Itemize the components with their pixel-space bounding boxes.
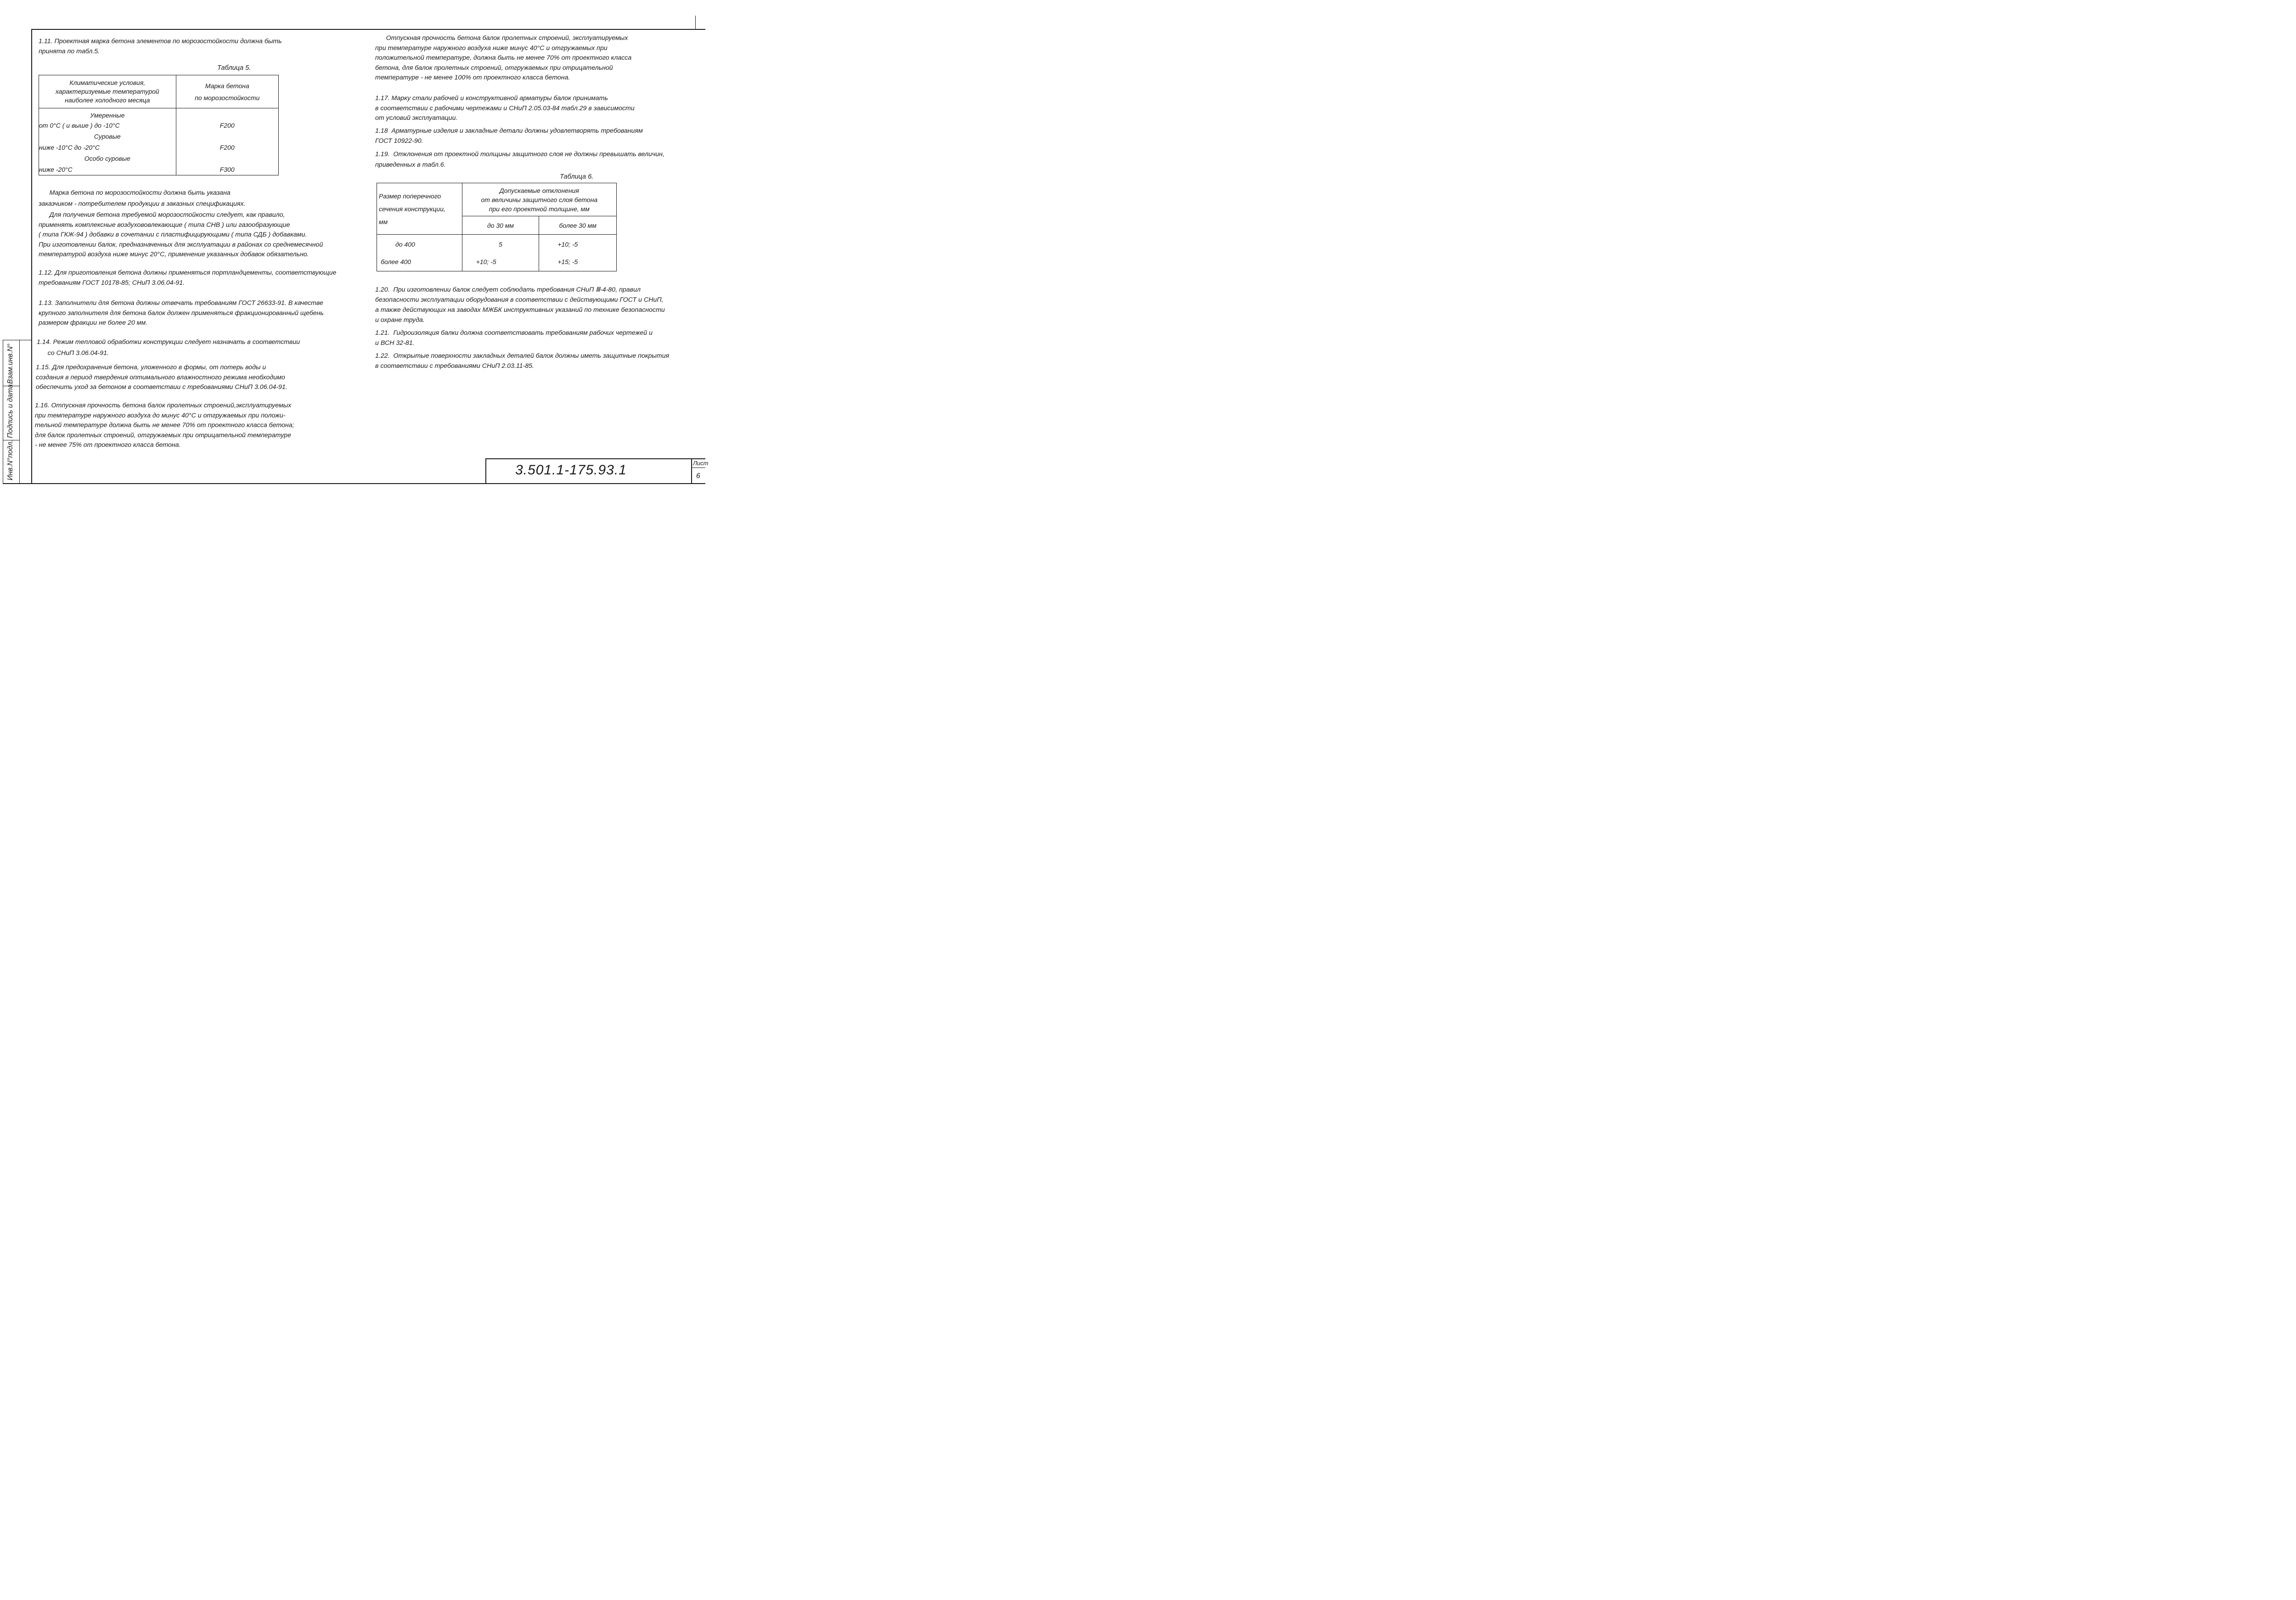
frame-top-line	[31, 29, 705, 30]
table5-group-1: Умеренные	[90, 112, 125, 119]
paragraph-otpusk: Отпускная прочность бетона балок пролетных строений, эксплуатируемых при температуре наружного воздуха ниже минус 40°С и отгружаемых при положительной температуре, должна быть не менее 70% от проектного класса бетона, для балок пролетных строений, отгружаемых при отрицательной температуре - не менее 100% от проектного класса бетона.	[375, 34, 632, 81]
table-5	[39, 75, 279, 175]
sheet-code: 3.501.1-175.93.1	[515, 462, 627, 478]
paragraph-1-17: 1.17. Марку стали рабочей и конструктивной арматуры балок принимать в соответствии с рабочими чертежами и СНиП 2.05.03-84 табл.29 в зависимости от условий эксплуатации.	[375, 95, 635, 122]
table5-condition-3: ниже -20°С	[39, 166, 73, 173]
side-label-sign: Подпись и дата	[6, 384, 14, 438]
table5-grade-1: F200	[219, 122, 235, 129]
paragraph-1-11: 1.11. Проектная марка бетона элементов по морозостойкости должна быть принята по табл.5.	[39, 38, 282, 55]
table6-b-2: +15; -5	[557, 258, 578, 265]
table6-subheader-1: до 30 мм	[462, 216, 539, 235]
frame-left-line	[31, 29, 32, 484]
paragraph-1-20: 1.20. При изготовлении балок следует соблюдать требования СНиП Ⅲ-4-80, правил безопасности эксплуатации оборудования в соответствии с действующими ГОСТ и СНиП, а также действующих на заводах МЖБК инструктивных указаний по технике безопасности и охране труда.	[375, 286, 665, 324]
table5-header-climate: Климатические условия, характеризуемые температурой наиболее холодного месяца	[39, 75, 176, 108]
paragraph-1-12: 1.12. Для приготовления бетона должны применяться портландцементы, соответствующие требованиям ГОСТ 10178-85; СНиП 3.06.04-91.	[39, 269, 337, 287]
table5-header-grade: Марка бетона по морозостойкости	[176, 75, 278, 108]
table6-a-1: 5	[499, 240, 502, 248]
frame-bottom-line	[3, 483, 705, 484]
paragraph-1-19: 1.19. Отклонения от проектной толщины защитного слоя не должны превышать величин, приведенных в табл.6.	[375, 151, 664, 169]
document-page	[0, 0, 720, 500]
sheet-label: Лист	[693, 460, 709, 467]
table6-size-2: более 400	[381, 258, 411, 265]
paragraph-1-21: 1.21. Гидроизоляция балки должна соответствовать требованиям рабочих чертежей и и ВСН 32-81.	[375, 329, 653, 347]
table5-condition-1: от 0°С ( и выше ) до -10°С	[39, 122, 120, 129]
table6-caption: Таблица 6.	[560, 173, 594, 180]
paragraph-1-16: 1.16. Отпускная прочность бетона балок пролетных строений,эксплуатируемых при температуре наружного воздуха до минус 40°С и отгружаемых при положи- тельной температуре должна быть не менее 70% от проектного класса бетона; для балок пролетных строений, отгружаемых при отрицательной температуре - не менее 75% от проектного класса бетона.	[35, 402, 294, 449]
paragraph-1-13: 1.13. Заполнители для бетона должны отвечать требованиям ГОСТ 26633-91. В качестве крупного заполнителя для бетона балок должен применяться фракционированный щебень размером фракции не более 20 мм.	[39, 299, 324, 327]
side-label-vzam: Взам.инв.N°	[6, 344, 14, 384]
sheet-number: 6	[696, 472, 700, 480]
paragraph-marka: Марка бетона по морозостойкости должна быть указана заказчиком - потребителем продукции в заказных спецификациях.	[39, 189, 246, 208]
table5-group-2: Суровые	[94, 133, 121, 140]
table5-condition-2: ниже -10°С до -20°С	[39, 144, 100, 151]
table6-a-2: +10; -5	[476, 258, 496, 265]
paragraph-1-15: 1.15. Для предохранения бетона, уложенного в формы, от потерь воды и создания в период твердения оптимального влажностного режима необходимо обеспечить уход за бетоном в соответствии с требованиями СНиП 3.06.04-91.	[36, 364, 287, 391]
paragraph-poluchenie: Для получения бетона требуемой морозостойкости следует, как правило, применять комплексные воздухововлекающие ( типа СНВ ) или газообразующие ( типа ГКЖ-94 ) добавки в сочетании с пластифицирующими ( типа СДБ ) добавками. При изготовлении балок, предназначенных для эксплуатации в районах со среднемесячной температурой воздуха ниже минус 20°С, применение указанных добавок обязательно.	[39, 211, 323, 258]
side-label-inv: Инв.N°подл.	[6, 439, 14, 480]
table5-group-3: Особо суровые	[84, 155, 130, 162]
table6-header-size: Размер поперечного сечения конструкции, мм	[377, 183, 462, 235]
paragraph-1-14: 1.14. Режим тепловой обработки конструкции следует назначать в соответствии со СНиП 3.06.04-91.	[37, 338, 300, 357]
table5-grades-cell	[176, 108, 278, 175]
title-block-divider	[691, 458, 692, 484]
table5-grade-3: F300	[219, 166, 235, 173]
side-stamp-divider	[19, 340, 20, 483]
table5-grade-2: F200	[219, 144, 235, 151]
table6-b-1: +10; -5	[557, 240, 578, 248]
table5-caption: Таблица 5.	[217, 64, 251, 72]
frame-corner-mark	[695, 16, 696, 29]
title-block-top	[485, 458, 705, 459]
paragraph-1-22: 1.22. Открытые поверхности закладных деталей балок должны иметь защитные покрытия в соответствии с требованиями СНиП 2.03.11-85.	[375, 352, 670, 370]
table6-size-1: до 400	[395, 240, 415, 248]
table6-b-cell	[539, 235, 617, 271]
table-6	[377, 183, 617, 271]
table5-conditions-cell	[39, 108, 176, 175]
table6-subheader-2: более 30 мм	[539, 216, 617, 235]
paragraph-1-18: 1.18 Арматурные изделия и закладные детали должны удовлетворять требованиям ГОСТ 10922-90.	[375, 127, 643, 145]
title-block-left	[485, 458, 486, 484]
table6-size-cell	[377, 235, 462, 271]
table6-header-deviation: Допускаемые отклонения от величины защитного слоя бетона при его проектной толщине, мм	[462, 183, 616, 216]
table6-a-cell	[462, 235, 539, 271]
